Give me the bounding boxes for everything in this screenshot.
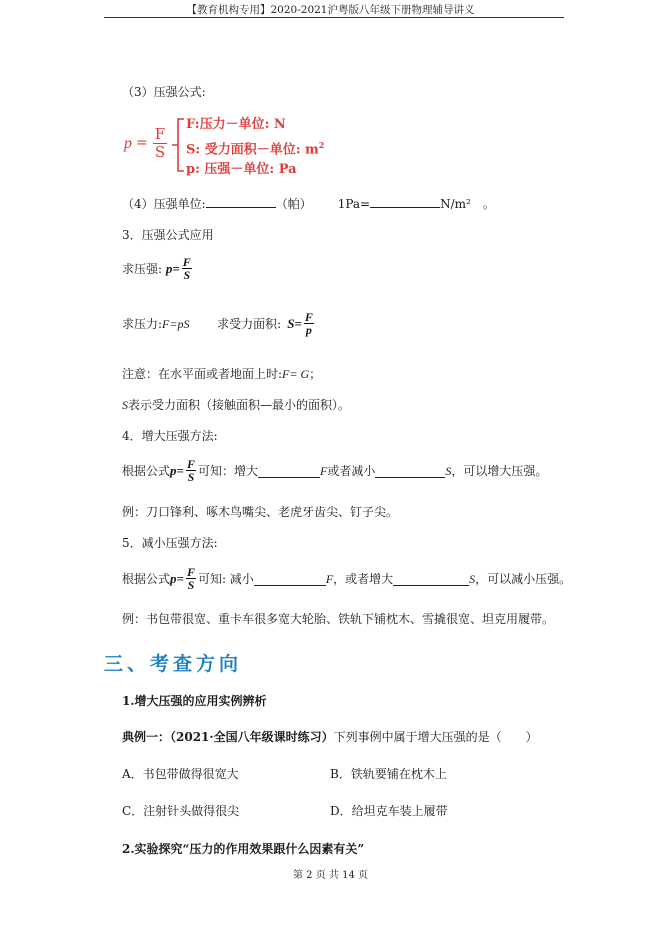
q2-heading: 2.实验探究“压力的作用效果跟什么因素有关” <box>122 842 365 856</box>
formula-eq: = <box>136 135 148 151</box>
s3-frac-p: $\frac{F}{S}$ <box>182 255 191 282</box>
s4-blank-1[interactable] <box>258 465 320 478</box>
q1-stem: 典例一：（2021·全国八年级课时练习）下列事例中属于增大压强的是（ ） <box>122 730 538 744</box>
s4-blank-2[interactable] <box>375 465 445 478</box>
s3-title: 3．压强公式应用 <box>122 228 214 242</box>
pressure-formula-diagram <box>124 115 364 178</box>
s5-blank-1[interactable] <box>254 573 326 586</box>
s5-blank-2[interactable] <box>393 573 469 586</box>
header-divider <box>104 17 564 18</box>
formula-line-p: p: 压强－单位: Pa <box>186 162 297 178</box>
q1-option-c[interactable]: C．注射针头做得很尖 <box>122 804 240 818</box>
s4-rule: 根据公式p= $\frac{F}{S}$ 可知：增大 F或者减小 S，可以增大压强。 <box>122 457 548 484</box>
s5-title: 5．减小压强方法: <box>122 536 218 550</box>
q1-option-d[interactable]: D．给坦克车装上履带 <box>330 804 448 818</box>
unit-blank-1[interactable] <box>206 195 276 208</box>
q1-option-b[interactable]: B．铁轨要铺在枕木上 <box>330 767 447 781</box>
s3-note-1: 注意：在水平面或者地面上时:F= G； <box>122 367 322 381</box>
formula-p: p <box>124 135 132 152</box>
formula-den: S <box>154 143 166 161</box>
s3-pressure-line: 求压强: p= $\frac{F}{S}$ <box>122 255 191 282</box>
s5-frac: $\frac{F}{S}$ <box>186 565 195 592</box>
s3-note-2: S表示受力面积（接触面积—最小的面积）。 <box>122 398 351 412</box>
s4-title: 4．增大压强方法: <box>122 429 218 443</box>
s5-example: 例：书包带很宽、重卡车很多宽大轮胎、铁轨下铺枕木、雪撬很宽、坦克用履带。 <box>122 612 555 626</box>
s3-frac-s: $\frac{F}{p}$ <box>304 310 313 337</box>
q1-option-a[interactable]: A．书包带做得很宽大 <box>122 767 239 781</box>
formula-line-s: S: 受力面积－单位: $m^2$ <box>186 140 325 158</box>
formula-fraction <box>153 126 167 161</box>
page-footer: 第 2 页 共 14 页 <box>293 870 368 881</box>
formula-line-f: F:压力－单位: N <box>186 117 286 132</box>
page-header: 【教育机构专用】2020-2021沪粤版八年级下册物理辅导讲义 <box>186 4 475 16</box>
unit-line: （4）压强单位: （帕） 1Pa= N/m² 。 <box>122 197 495 211</box>
s4-example: 例：刀口锋利、啄木鸟嘴尖、老虎牙齿尖、钉子尖。 <box>122 505 399 519</box>
s5-rule: 根据公式p= $\frac{F}{S}$ 可知: 减小 F，或者增大 S，可以减小压强。 <box>122 565 572 592</box>
s4-frac: $\frac{F}{S}$ <box>186 457 195 484</box>
section-title: 三、考查方向 <box>104 653 243 675</box>
unit-blank-2[interactable] <box>370 195 440 208</box>
s3-force-line: 求压力:F=pS 求受力面积: S= $\frac{F}{p}$ <box>122 310 313 337</box>
q1-heading: 1.增大压强的应用实例辨析 <box>122 694 267 708</box>
formula-brace <box>168 115 188 175</box>
formula-lines <box>186 115 324 180</box>
formula-num: F <box>154 125 166 143</box>
formula-label: （3）压强公式: <box>122 85 206 99</box>
